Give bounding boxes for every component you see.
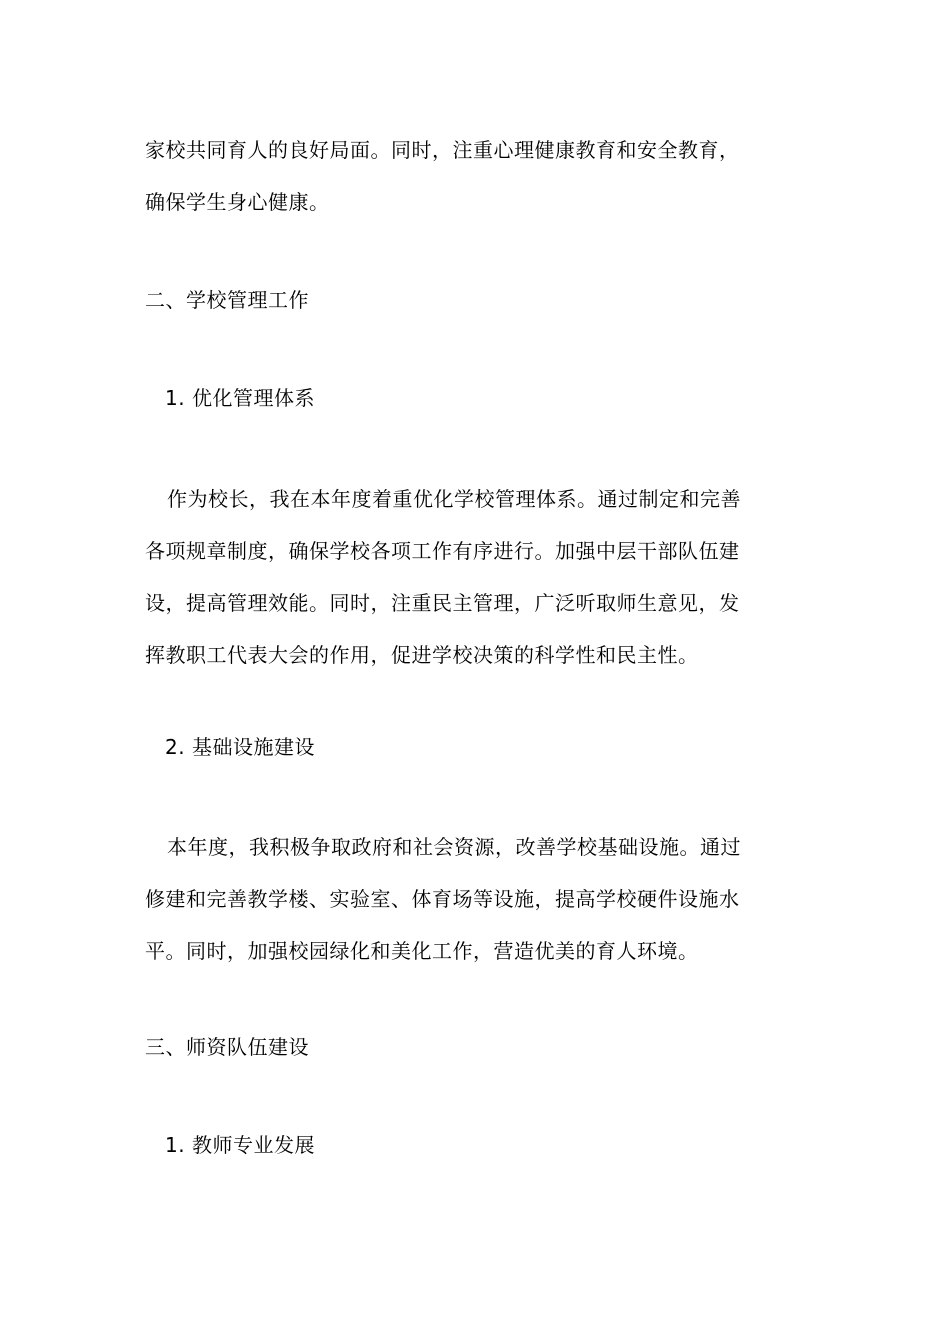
subheading-infrastructure: 2. 基础设施建设 bbox=[165, 735, 315, 759]
paragraph-line: 确保学生身心健康。 bbox=[145, 190, 330, 214]
section-heading-management: 二、学校管理工作 bbox=[145, 288, 309, 312]
subheading-optimize-management: 1. 优化管理体系 bbox=[165, 386, 315, 410]
paragraph-optimize-management bbox=[145, 487, 815, 667]
section-heading-teaching-staff: 三、师资队伍建设 bbox=[145, 1035, 309, 1059]
paragraph-line: 平。同时，加强校园绿化和美化工作，营造优美的育人环境。 bbox=[145, 939, 699, 963]
paragraph-line: 家校共同育人的良好局面。同时，注重心理健康教育和安全教育， bbox=[145, 138, 740, 162]
paragraph-line: 设，提高管理效能。同时，注重民主管理，广泛听取师生意见，发 bbox=[145, 591, 740, 615]
paragraph-line: 作为校长，我在本年度着重优化学校管理体系。通过制定和完善 bbox=[167, 487, 741, 511]
subheading-teacher-development: 1. 教师专业发展 bbox=[165, 1133, 315, 1157]
paragraph-intro bbox=[145, 138, 815, 214]
paragraph-line: 挥教职工代表大会的作用，促进学校决策的科学性和民主性。 bbox=[145, 643, 699, 667]
paragraph-infrastructure bbox=[145, 835, 815, 963]
paragraph-line: 本年度，我积极争取政府和社会资源，改善学校基础设施。通过 bbox=[167, 835, 741, 859]
paragraph-line: 修建和完善教学楼、实验室、体育场等设施，提高学校硬件设施水 bbox=[145, 887, 740, 911]
paragraph-line: 各项规章制度，确保学校各项工作有序进行。加强中层干部队伍建 bbox=[145, 539, 740, 563]
